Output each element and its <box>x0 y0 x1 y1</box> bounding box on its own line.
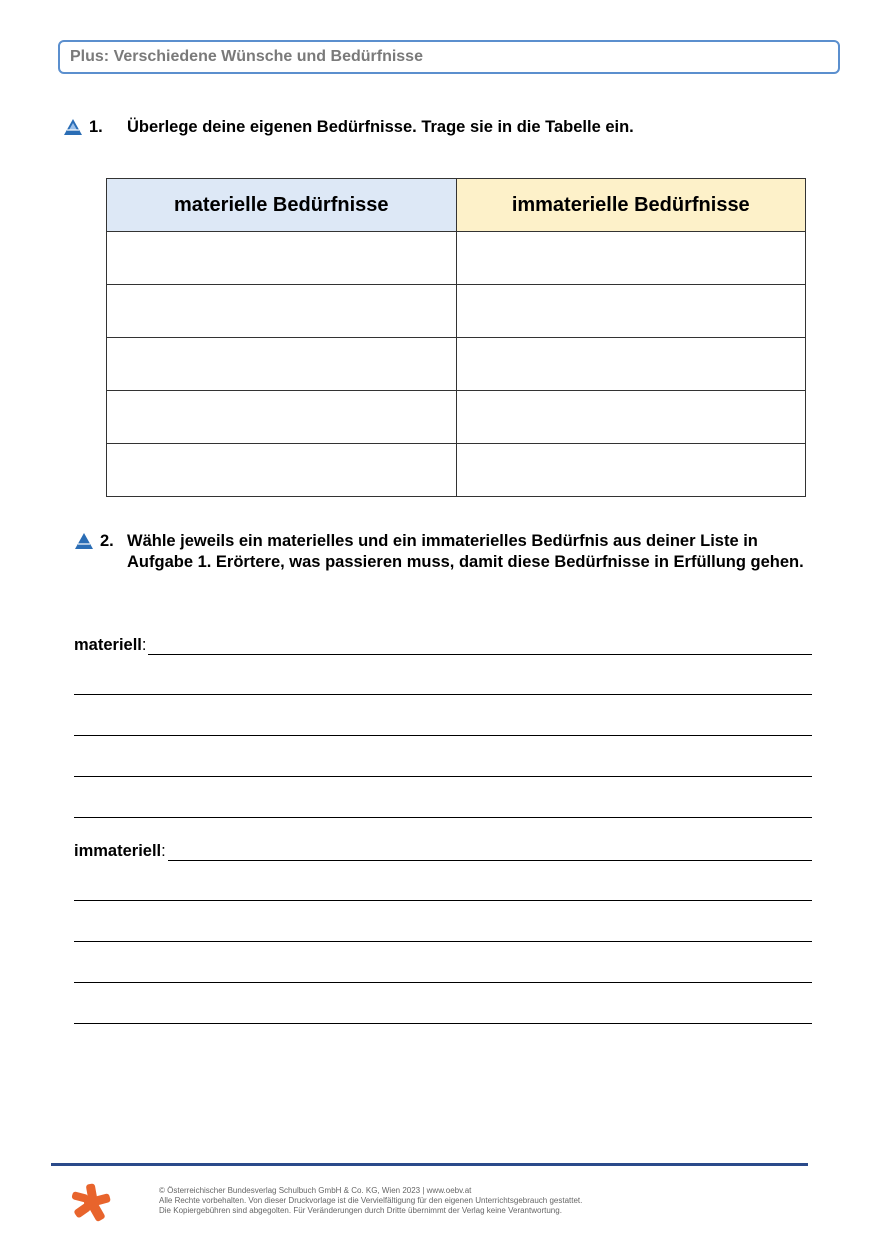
material-cell[interactable] <box>107 232 457 285</box>
immaterial-cell[interactable] <box>456 338 806 391</box>
material-cell[interactable] <box>107 285 457 338</box>
immaterial-cell[interactable] <box>456 391 806 444</box>
immaterial-colon: : <box>161 842 166 860</box>
immaterial-cell[interactable] <box>456 444 806 497</box>
worksheet-header <box>58 40 840 74</box>
header-immaterial-needs: immaterielle Bedürfnisse <box>456 179 806 232</box>
worksheet-title: Plus: Verschiedene Wünsche und Bedürfnisse <box>70 48 423 65</box>
material-answer-line[interactable] <box>74 636 812 655</box>
task-1-number: 1. <box>89 118 103 136</box>
needs-table <box>106 178 806 497</box>
immaterial-cell[interactable] <box>456 285 806 338</box>
material-cell[interactable] <box>107 391 457 444</box>
footer-copyright <box>159 1186 582 1216</box>
material-answer-field[interactable] <box>148 636 812 655</box>
material-colon: : <box>141 636 147 654</box>
immaterial-cell[interactable] <box>456 232 806 285</box>
table-row <box>107 285 806 338</box>
answer-line[interactable] <box>74 817 812 818</box>
task-1-text: Überlege deine eigenen Bedürfnisse. Trage sie in die Tabelle ein. <box>127 118 634 136</box>
material-cell[interactable] <box>107 338 457 391</box>
level-pyramid-icon <box>63 118 83 136</box>
footer-line-1: © Österreichischer Bundesverlag Schulbuch GmbH & Co. KG, Wien 2023 | www.oebv.at <box>159 1186 472 1195</box>
answer-line[interactable] <box>74 1023 812 1024</box>
table-row <box>107 391 806 444</box>
table-row <box>107 444 806 497</box>
answer-line[interactable] <box>74 776 812 777</box>
answer-line[interactable] <box>74 694 812 695</box>
publisher-logo-icon <box>70 1182 112 1224</box>
material-cell[interactable] <box>107 444 457 497</box>
immaterial-answer-field[interactable] <box>168 842 812 861</box>
immaterial-answer-line[interactable] <box>74 842 812 861</box>
level-pyramid-icon <box>74 532 94 550</box>
task-2-number: 2. <box>100 532 114 550</box>
footer-divider <box>51 1163 808 1166</box>
task-2-text: Wähle jeweils ein materielles und ein immaterielles Bedürfnis aus deiner Liste in Aufgabe 1. Erörtere, was passieren muss, damit diese Bedürfnisse in Erfüllung gehen. <box>127 532 804 571</box>
material-label: materiell <box>74 636 142 654</box>
footer-line-2: Alle Rechte vorbehalten. Von dieser Druckvorlage ist die Vervielfältigung für den eigenen Unterrichtsgebrauch gestattet. <box>159 1196 583 1205</box>
table-row <box>107 232 806 285</box>
table-row <box>107 338 806 391</box>
header-material-needs: materielle Bedürfnisse <box>107 179 457 232</box>
footer-line-3: Die Kopiergebühren sind abgegolten. Für Veränderungen durch Dritte übernimmt der Verlag keine Verantwortung. <box>159 1206 562 1215</box>
answer-line[interactable] <box>74 900 812 901</box>
answer-line[interactable] <box>74 735 812 736</box>
task-2 <box>74 531 824 597</box>
answer-line[interactable] <box>74 941 812 942</box>
task-1 <box>63 117 843 139</box>
answer-line[interactable] <box>74 982 812 983</box>
immaterial-label: immateriell <box>74 842 162 860</box>
